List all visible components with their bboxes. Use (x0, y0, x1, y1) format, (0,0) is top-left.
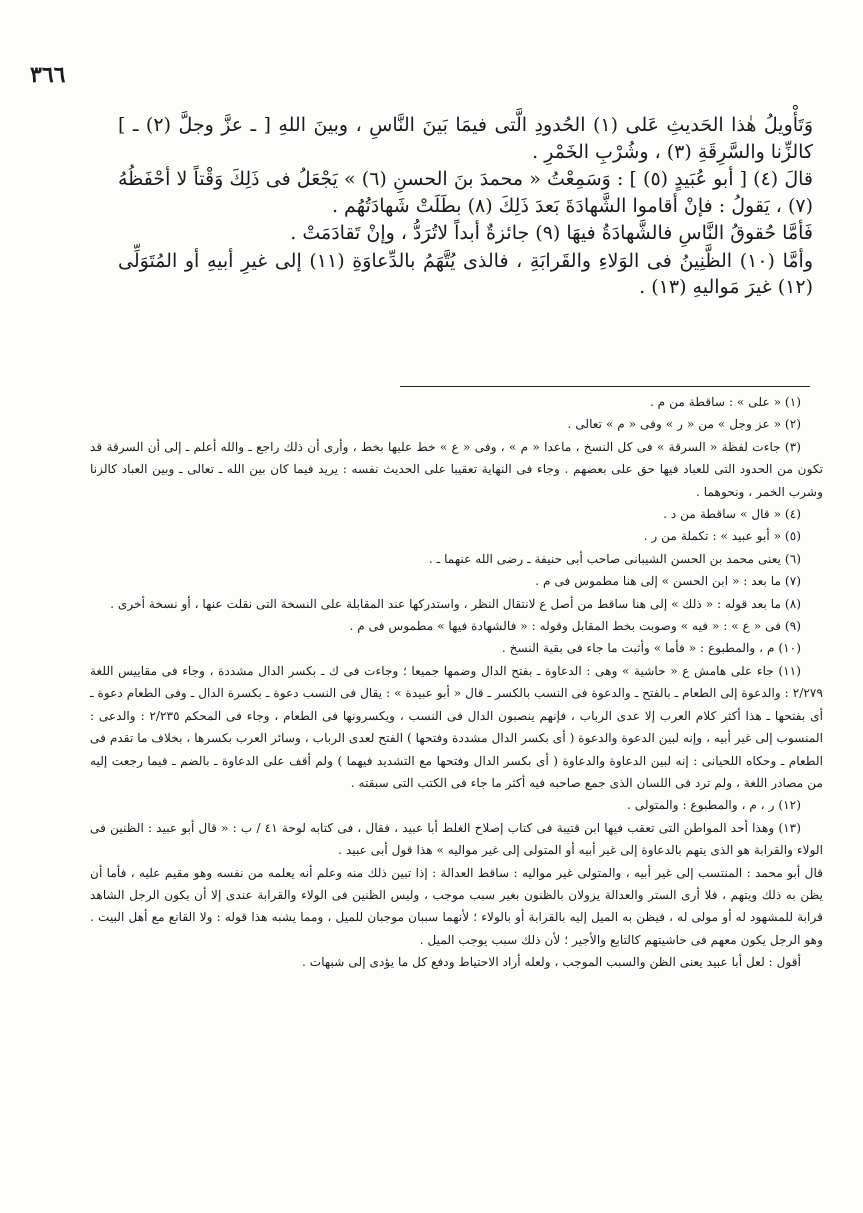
footnote: (١٣) وهذا أحد المواطن التى تعقب فيها ابن قتيبة فى كتاب إصلاح الغلط أبا عبيد ، فقال ، فى كتابه لوحة ٤١ / ب : « قال أبو عبيد : الظنين فى الولاء والقرابة هو الذى يتهم بالدعاوة إلى غير أبيه أو المتولى إلى غير مواليه » هذا قول أبى عبيد . (90, 820, 823, 858)
footnote: (١) « على » : ساقطة من م . (649, 395, 801, 409)
footnote: أقول : لعل أبا عبيد يعنى الظن والسبب الموجب ، ولعله أراد الاحتياط ودفع كل ما يؤدى إلى شبهات . (302, 955, 801, 970)
footnote: (٥) « أبو عبيد » : تكملة من ر . (643, 529, 801, 544)
footnote: (٩) فى « ع » : « فيه » وصوبت بخط المقابل وقوله : « فالشهادة فيها » مطموس فى م . (349, 619, 801, 634)
main-text (118, 112, 813, 302)
footnote: (٨) ما بعد قوله : « ذلك » إلى هنا ساقط من أصل ع لانتقال النظر ، واستدركها عند المقابلة على النسخة التى نقلت عنها ، أو نسخة أخرى . (110, 596, 801, 611)
footnote: (٧) ما بعد : « ابن الحسن » إلى هنا مطموس فى م . (535, 574, 801, 589)
page-number: ٣٦٦ (30, 62, 66, 88)
main-paragraph: وأمَّا (١٠) الظَّنِينُ فى الوَلاءِ والقَرابَةِ ، فالذى يُتَّهَمُ بالدِّعاوَةِ (١١) إلى غيرِ أبيهِ أو المُتَوَلِّى (١٢) غيرَ مَواليهِ (١٣) . (118, 249, 814, 298)
main-paragraph: فَأمَّا حُقوقُ النَّاسِ فالشَّهادَةُ فيهَا (٩) جائزةٌ أبداً لاتُرَدُّ ، وإنْ تَقادَمَتْ . (290, 222, 813, 244)
main-paragraph: وَتَأْويلُ هٰذا الحَديثِ عَلى (١) الحُدودِ الَّتى فيمَا بَينَ النَّاسِ ، وبينَ اللهِ [ ـ عزَّ وجلَّ (٢) ـ ] كالزِّنا والسَّرِقَةِ (٣) ، وشُرْبِ الخَمْرِ . (118, 114, 813, 163)
footnote: (١٢) ر ، م ، والمطبوع : والمتولى . (626, 798, 801, 813)
footnote: (١١) جاء على هامش ع « حاشية » وهى : الدعاوة ـ بفتح الدال وضمها جميعا ؛ وجاءت فى ك ـ بكسر الدال مشددة ، وجاء فى مقاييس اللغة ٢/٢٧٩ : والدعوة إلى الطعام ـ بالفتح ـ والدعوة فى النسب بالكسر ـ قال « أبو عبيدة » : يقال فى النسب دعوة ـ بكسرة الدال ـ وفى الطعام دعوة ـ أى بفتحها ـ هذا أكثر كلام العرب إلا عدى الرباب ، فإنهم ينصبون الدال فى النسب ، ويكسرونها فى الطعام ، وجاء فى المحكم ٢/٢٣٥ : والدعى : المنسوب إلى غير أبيه ، وإنه لبين الدعوة والدعوة ( أى بكسر الدال مشددة وفتحها ) الفتح لعدى الرباب ، وسائر العرب بكسرها ، بخلاف ما تقدم فى الطعام ـ وحكاه اللحيانى : إنه لبين الدعاوة والدعاوة ( أى بكسر الدال وفتحها مع التشديد فيهما ) ولم أقف على الدعاوة ـ بالضم ـ فيما رجعت إليه من مصادر اللغة ، ولم ترد فى اللسان الذى جمع صاحبه فيه أكثر ما جاء فى الكتب التى سبقته . (90, 663, 823, 790)
footnote: قال أبو محمد : المنتسب إلى غير أبيه ، والمتولى غير مواليه : ساقط العدالة : إذا تبين ذلك منه وعلم أنه يعلمه من نفسه وهو مقيم عليه ، فأما أن يظن به ذلك ويتهم ، فلا أرى الستر والعدالة يزولان بالظنون بغير سبب موجب ، وليس الظنين فى الولاء والقرابة عندى إلا أن يكون الرجل الشاهد قرابة للمشهود له أو مولى له ، فيظن به الميل إليه بالقرابة أو بالولاء ؛ لأنهما سببان موجبان للميل ، ومما يشبه هذا قوله : ولا القانع مع أهل البيت . وهو الرجل يكون معهم فى حاشيتهم كالتابع والأجير ؛ لأن ذلك سبب يوجب الميل . (90, 865, 823, 947)
footnote-divider (400, 386, 810, 387)
footnote: (١٠) م ، والمطبوع : « فأما » وأثبت ما جاء فى بقية النسخ . (501, 641, 801, 656)
footnote: (٦) يعنى محمد بن الحسن الشيبانى صاحب أبى حنيفة ـ رضى الله عنهما ـ . (428, 551, 801, 566)
footnote: (٤) « قال » ساقطة من د . (663, 507, 801, 522)
footnote: (٢) « عز وجل » من « ر » وفى « م » تعالى . (567, 417, 801, 432)
footnote: (٣) جاءت لفظة « السرقة » فى كل النسخ ، ماعدا « م » ، وفى « ع » خط عليها بخط ، وأرى أن ذلك راجع ـ والله أعلم ـ إلى أن السرقة قد تكون من الحدود التى للعباد فيها حق على بعضهم . وجاء فى النهاية تعقيبا على الحديث نفسه : يريد فيما كان بين الله ـ تعالى ـ وبين العباد كالزنا وشرب الخمر ، ونحوهما . (90, 439, 823, 499)
main-paragraph: قالَ (٤) [ أبو عُبَيدٍ (٥) ] : وَسَمِعْتُ « محمدَ بنَ الحسنِ (٦) » يَجْعَلُ فى ذَلِكَ وَقْتاً لا أحْفَظُهُ (٧) ، يَقولُ : فإنْ أقاموا الشَّهادَةَ بَعدَ ذَلِكَ (٨) بطَلَتْ شَهادَتُهُم . (118, 168, 813, 217)
footnotes (90, 391, 823, 974)
